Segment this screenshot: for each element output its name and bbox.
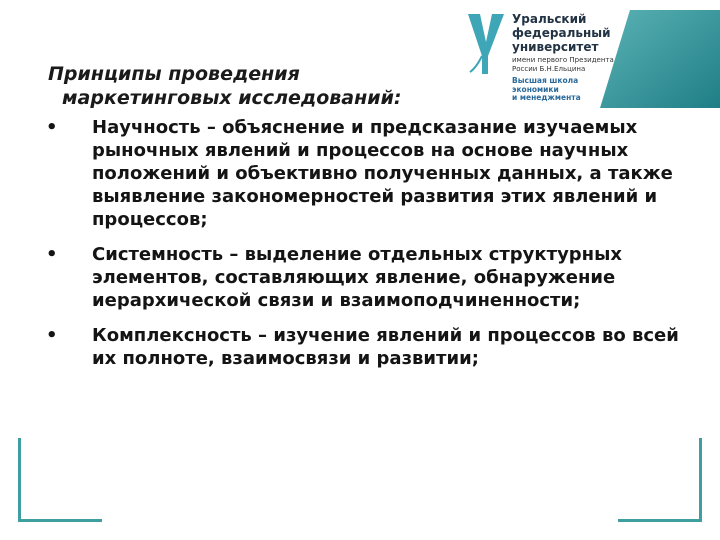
principles-list [40, 116, 680, 382]
slide-title [44, 62, 484, 110]
university-subtitle: имени первого Президента России Б.Н.Ельцина [512, 56, 614, 73]
frame-corner-left-vertical [18, 438, 21, 522]
list-item-text: Системность – выделение отдельных структурных элементов, составляющих явление, обнаружение иерархической связи и взаимоподчиненности; [92, 244, 623, 311]
frame-corner-right-horizontal [618, 519, 702, 522]
frame-corner-left-horizontal [18, 519, 102, 522]
list-item-complex [40, 324, 680, 370]
frame-corner-right-vertical [699, 438, 702, 522]
list-item-text: Научность – объяснение и предсказание изучаемых рыночных явлений и процессов на основе научных положений и объективно полученных данных, а также выявление закономерностей развития этих явлений и процессов; [92, 117, 673, 230]
logo-accent-shape [600, 10, 720, 108]
slide-title-line-2: маркетинговых исследований: [62, 87, 402, 109]
list-item-scientific [40, 116, 680, 231]
bullet-icon: • [46, 117, 58, 138]
university-name: Уральский федеральный университет [512, 12, 611, 54]
school-name: Высшая школа экономики и менеджмента [512, 76, 581, 102]
list-item-text: Комплексность – изучение явлений и процессов во всей их полноте, взаимосвязи и развитии; [92, 325, 679, 369]
bullet-icon: • [46, 325, 58, 346]
bullet-icon: • [46, 244, 58, 265]
slide-title-line-1: Принципы проведения [48, 63, 300, 85]
list-item-systemic [40, 243, 680, 312]
